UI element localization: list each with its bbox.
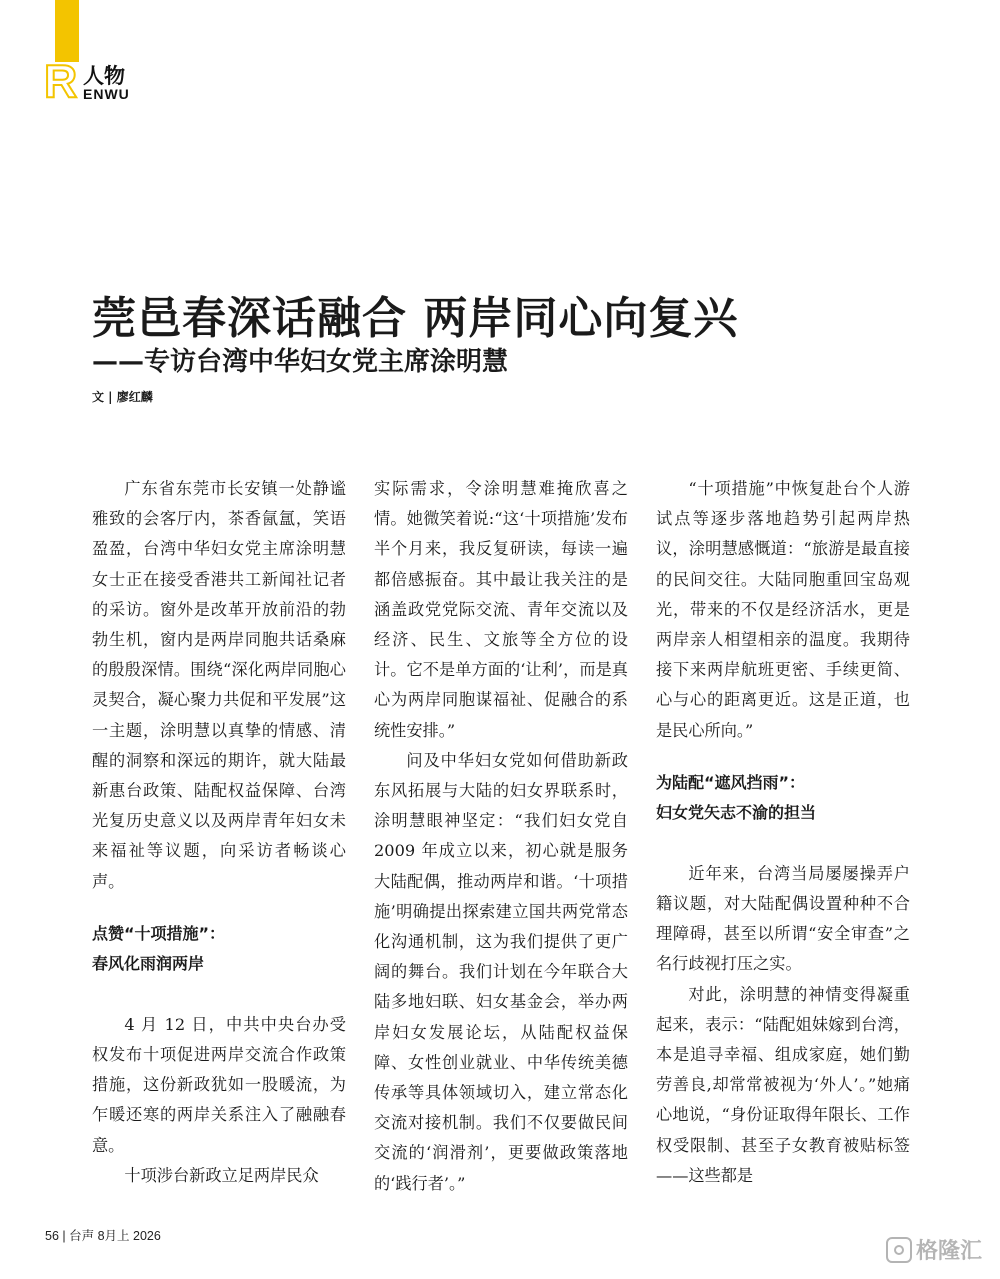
paragraph: 问及中华妇女党如何借助新政东风拓展与大陆的妇女界联系时，涂明慧眼神坚定：“我们妇女党自 2009 年成立以来，初心就是服务大陆配偶，推动两岸和谐。‘十项措施’明确提出探索建立国共两党常态化沟通机制，这为我们提供了更广阔的舞台。我们计划在今年联合大陆多地妇联、妇女基金会，举办两岸妇女发展论坛，从陆配权益保障、女性创业就业、中华传统美德传承等具体领域切入，建立常态化交流对接机制。我们不仅要做民间交流的‘润滑剂’，更要做政策落地的‘践行者’。” [374, 750, 628, 1193]
gelonghui-logo-icon [886, 1237, 912, 1263]
watermark-text: 格隆汇 [915, 1239, 982, 1264]
section-logo-letter: R [44, 55, 78, 107]
paragraph: 对此，涂明慧的神情变得凝重起来，表示：“陆配姐妹嫁到台湾，本是追寻幸福、组成家庭，她们勤劳善良,却常常被视为‘外人’。”她痛心地说，“身份证取得年限长、工作权受限制、甚至子女教育被贴标签——这些都是 [656, 984, 910, 1185]
section-label-cn: 人物 [83, 63, 125, 88]
article-title: 莞邑春深话融合 两岸同心向复兴 [92, 293, 739, 344]
section-heading-line: 妇女党矢志不渝的担当 [656, 802, 817, 822]
section-heading-line: 春风化雨润两岸 [92, 953, 205, 973]
page-footer: 56 | 台声 8月上 2026 [45, 1229, 161, 1243]
text-column-1 [92, 474, 346, 1191]
section-heading-line: 为陆配“遮风挡雨”： [656, 772, 806, 792]
watermark [886, 1234, 982, 1265]
section-heading-line: 点赞“十项措施”： [92, 923, 226, 943]
paragraph: 广东省东莞市长安镇一处静谧雅致的会客厅内，茶香氤氲，笑语盈盈，台湾中华妇女党主席涂明慧女士正在接受香港共工新闻社记者的采访。窗外是改革开放前沿的勃勃生机，窗内是两岸同胞共话桑麻的殷殷深情。围绕“深化两岸同胞心灵契合，凝心聚力共促和平发展”这一主题，涂明慧以真挚的情感、清醒的洞察和深远的期许，就大陆最新惠台政策、陆配权益保障、台湾光复历史意义以及两岸青年妇女未来福祉等议题，向采访者畅谈心声。 [92, 479, 346, 891]
paragraph: “十项措施”中恢复赴台个人游试点等逐步落地趋势引起两岸热议，涂明慧感慨道：“旅游是最直接的民间交往。大陆同胞重回宝岛观光，带来的不仅是经济活水，更是两岸亲人相望相亲的温度。我期待接下来两岸航班更密、手续更简、心与心的距离更近。这是正道，也是民心所向。” [656, 479, 910, 740]
article-subtitle: ——专访台湾中华妇女党主席涂明慧 [92, 347, 509, 377]
article-byline: 文 | 廖红麟 [92, 390, 153, 404]
text-column-2 [374, 474, 628, 1199]
section-heading-1 [92, 919, 346, 979]
paragraph: 实际需求，令涂明慧难掩欣喜之情。她微笑着说:“这‘十项措施’发布半个月来，我反复研读，每读一遍都倍感振奋。其中最让我关注的是涵盖政党党际交流、青年交流以及经济、民生、文旅等全方位的设计。它不是单方面的‘让利’，而是真心为两岸同胞谋福祉、促融合的系统性安排。” [374, 479, 628, 740]
section-label-en: ENWU [83, 86, 130, 102]
paragraph: 近年来，台湾当局屡屡操弄户籍议题，对大陆配偶设置种种不合理障碍，甚至以所谓“安全审查”之名行歧视打压之实。 [656, 863, 910, 974]
paragraph: 4 月 12 日，中共中央台办受权发布十项促进两岸交流合作政策措施，这份新政犹如一股暖流，为乍暖还寒的两岸关系注入了融融春意。 [92, 1014, 346, 1155]
paragraph: 十项涉台新政立足两岸民众 [124, 1165, 319, 1185]
text-column-3 [656, 474, 910, 1191]
section-heading-2 [656, 768, 910, 828]
section-logo-bar [55, 0, 79, 62]
